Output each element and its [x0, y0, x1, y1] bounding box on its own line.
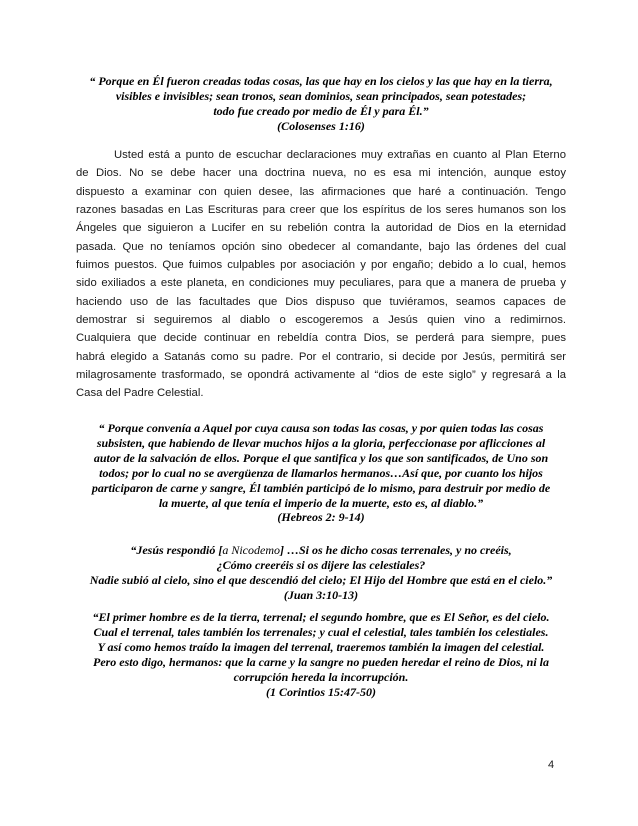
paragraph-line: sido exiliados a este planeta, en condiciones muy peculiares, para que a manera de prueba y	[76, 277, 566, 290]
paragraph-line: dispuesto a examinar con quien desee, las afirmaciones que haré a continuación. Tengo	[76, 185, 566, 198]
quote-line: “ Porque en Él fueron creadas todas cosas, las que hay en los cielos y las que hay en la tierra,	[89, 74, 553, 88]
paragraph-line: pasada. Que no teníamos opción sino obedecer al comandante, bajo las órdenes del cual	[76, 240, 566, 253]
quote-line: autor de la salvación de ellos. Porque el que santifica y los que son santificados, de Uno son	[93, 450, 549, 465]
quote-corintios	[76, 610, 566, 699]
quote-juan	[76, 543, 566, 603]
paragraph-line: Usted está a punto de escuchar declaraciones muy extrañas en cuanto al Plan Eterno	[114, 149, 566, 161]
quote-line: Pero esto digo, hermanos: que la carne y la sangre no pueden heredar el reino de Dios, ni la	[92, 654, 549, 669]
paragraph-line: habrá elegido a Satanás como su padre. Por el contrario, si decide por Jesús, permitirá ser	[76, 350, 566, 363]
quote-line: ¿Cómo creeréis si os dijere las celestiales?	[216, 557, 426, 572]
quote-line: “El primer hombre es de la tierra, terrenal; el segundo hombre, que es El Señor, es del cielo.	[92, 610, 550, 624]
quote-text: ] …Si os he dicho cosas terrenales, y no creéis,	[280, 543, 512, 557]
quote-reference: (1 Corintios 15:47-50)	[265, 684, 376, 699]
paragraph-line: haciendo uso de las facultades que Dios dispuso que tuviéramos, seamos capaces de	[76, 295, 566, 308]
paragraph-line: fuimos puestos. Que fuimos culpables por asociación y por engaño; debido a lo cual, hemos	[76, 259, 566, 272]
paragraph-line: Ángeles que siguieron a Lucifer en su rebelión contra la autoridad de Dios en la eternidad	[76, 222, 566, 235]
quote-line: subsisten, que habiendo de llevar muchos hijos a la gloria, perfeccionase por aflicciones al	[96, 435, 546, 450]
quote-line: todo fue creado por medio de Él y para Él.”	[213, 103, 429, 118]
quote-line: Nadie subió al cielo, sino el que descendió del cielo; El Hijo del Hombre que está en el cielo.”	[89, 572, 553, 587]
quote-colosenses	[76, 74, 566, 134]
quote-reference: (Colosenses 1:16)	[277, 118, 365, 133]
quote-line: corrupción hereda la incorrupción.	[233, 669, 409, 684]
quote-line: Cual el terrenal, tales también los terrenales; y cual el celestial, tales también los celestiales.	[93, 624, 549, 639]
paragraph-line: de Dios. No se debe hacer una doctrina nueva, no es esa mi intención, aunque estoy	[76, 167, 566, 180]
quote-reference: (Juan 3:10-13)	[283, 587, 359, 602]
quote-reference: (Hebreos 2: 9-14)	[277, 510, 365, 525]
quote-line: visibles e invisibles; sean tronos, sean dominios, sean principados, sean potestades;	[115, 88, 527, 103]
paragraph-line: milagrosamente trasformado, se opondrá activamente al “dios de este siglo” y regresará a la	[76, 369, 566, 382]
body-paragraph	[76, 146, 566, 403]
quote-line: Y así como hemos traído la imagen del terrenal, traeremos también la imagen del celestial.	[97, 639, 545, 654]
paragraph-line: razones basadas en Las Escrituras para creer que los espíritus de los seres humanos son los	[76, 204, 566, 217]
quote-line: participaron de carne y sangre, Él también participó de lo mismo, para destruir por medio de	[91, 480, 551, 495]
quote-text: “Jesús respondió [	[130, 543, 223, 557]
quote-aside: a Nicodemo	[222, 543, 280, 557]
paragraph-line: Casa del Padre Celestial.	[76, 387, 204, 400]
quote-line: la muerte, al que tenía el imperio de la muerte, esto es, al diablo.”	[158, 495, 484, 510]
quote-hebreos	[76, 421, 566, 525]
quote-line: todos; por lo cual no se avergüenza de llamarlos hermanos…Así que, por cuanto los hijos	[99, 465, 543, 480]
quote-line	[76, 543, 566, 558]
paragraph-line: demostrar si seguiremos al diablo o escogeremos a Jesús quien vino a redimirnos.	[76, 314, 566, 327]
quote-line: “ Porque convenía a Aquel por cuya causa son todas las cosas, y por quien todas las cosas	[98, 421, 544, 435]
paragraph-line: Cualquiera que decide continuar en rebeldía contra Dios, se perderá para siempre, pues	[76, 332, 566, 345]
page-number: 4	[548, 759, 555, 771]
